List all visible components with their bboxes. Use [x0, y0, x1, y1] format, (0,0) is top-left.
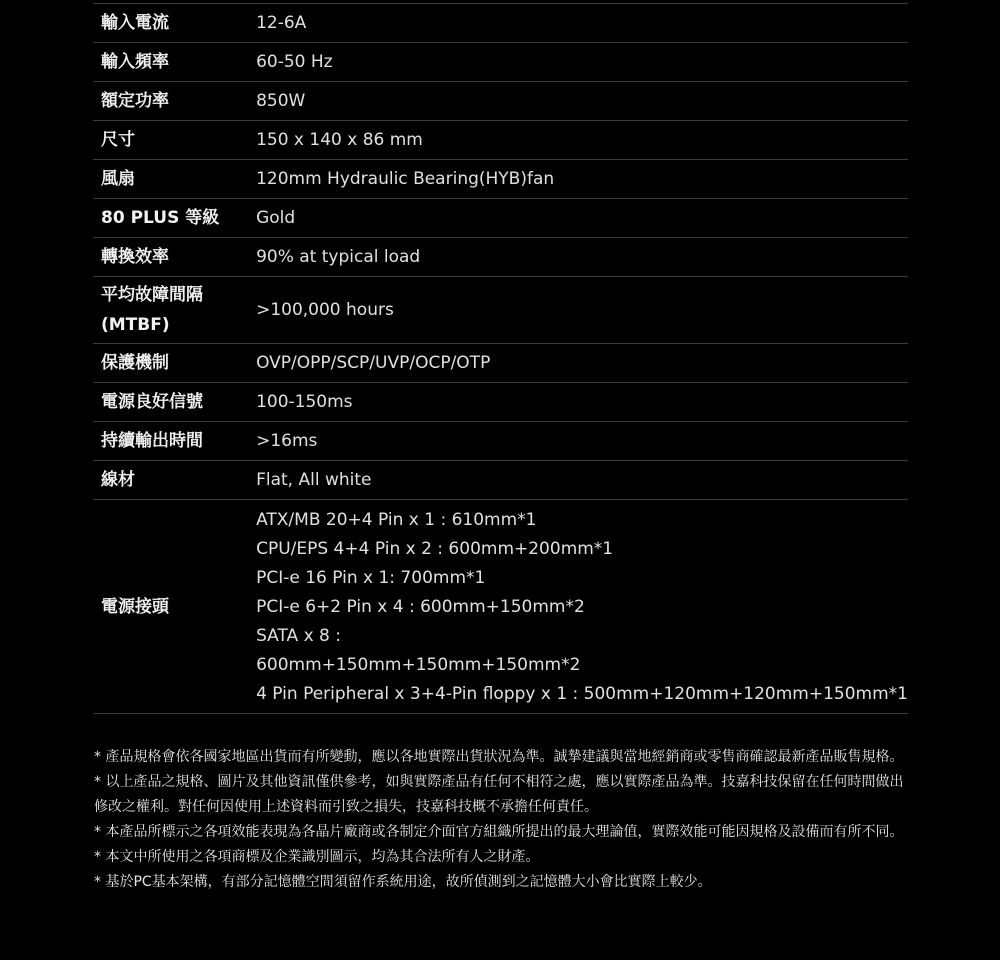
spec-label: 電源接頭 — [101, 596, 169, 617]
spec-table — [93, 3, 908, 714]
spec-value: 150 x 140 x 86 mm — [256, 129, 423, 150]
spec-row-efficiency — [93, 238, 908, 277]
spec-label: 額定功率 — [101, 91, 169, 111]
spec-row-mtbf — [93, 277, 908, 344]
spec-row-cables — [93, 461, 908, 500]
spec-value: 120mm Hydraulic Bearing(HYB)fan — [256, 168, 555, 189]
spec-label: 80 PLUS 等級 — [101, 208, 220, 228]
spec-label: 保護機制 — [101, 353, 169, 373]
disclaimer-note: * 以上產品之規格、圖片及其他資訊僅供參考，如與實際產品有任何不相符之處，應以實際產品為準。技嘉科技保留在任何時間做出修改之權利。對任何因使用上述資料而引致之損失，技嘉科技概不承擔任何責任。 — [94, 774, 904, 815]
disclaimer-note: * 本文中所使用之各項商標及企業識別圖示，均為其合法所有人之財產。 — [94, 849, 540, 865]
disclaimer-note: * 本產品所標示之各項效能表現為各晶片廠商或各制定介面官方組織所提出的最大理論值，實際效能可能因規格及設備而有所不同。 — [94, 824, 904, 840]
spec-label: 尺寸 — [101, 130, 135, 150]
spec-row-hold-up-time — [93, 422, 908, 461]
spec-label: 線材 — [101, 470, 135, 490]
spec-value: >16ms — [256, 430, 318, 451]
spec-label: 風扇 — [101, 169, 135, 189]
connector-line: 4 Pin Peripheral x 3+4-Pin floppy x 1 : 500mm+120mm+120mm+150mm*1 — [256, 684, 908, 704]
spec-label: 輸入頻率 — [101, 52, 169, 72]
spec-value: 12-6A — [256, 12, 307, 33]
spec-label: 轉換效率 — [101, 247, 169, 267]
disclaimer-notes — [94, 745, 914, 895]
spec-label — [93, 277, 256, 344]
spec-label: 電源良好信號 — [101, 392, 203, 412]
spec-value: Gold — [256, 207, 296, 228]
connector-line: CPU/EPS 4+4 Pin x 2 : 600mm+200mm*1 — [256, 539, 614, 559]
spec-value: 90% at typical load — [256, 246, 421, 267]
spec-row-power-good — [93, 383, 908, 422]
spec-row-protection — [93, 344, 908, 383]
connector-list — [256, 500, 908, 714]
spec-value: 60-50 Hz — [256, 51, 333, 72]
spec-value: OVP/OPP/SCP/UVP/OCP/OTP — [256, 352, 491, 373]
spec-row-input-current — [93, 4, 908, 43]
spec-row-fan — [93, 160, 908, 199]
spec-label: 持續輸出時間 — [101, 431, 203, 451]
spec-value: 850W — [256, 90, 306, 111]
spec-row-rated-power — [93, 82, 908, 121]
spec-value: >100,000 hours — [256, 299, 394, 320]
connector-line: ATX/MB 20+4 Pin x 1 : 610mm*1 — [256, 510, 537, 530]
spec-value: 100-150ms — [256, 391, 353, 412]
connector-line: SATA x 8 : — [256, 626, 342, 646]
spec-label: 輸入電流 — [101, 13, 169, 33]
disclaimer-note: * 產品規格會依各國家地區出貨而有所變動，應以各地實際出貨狀況為準。誠摯建議與當地經銷商或零售商確認最新產品販售規格。 — [94, 749, 904, 765]
connector-line: PCI-e 6+2 Pin x 4 : 600mm+150mm*2 — [256, 597, 585, 617]
spec-label-line: 平均故障間隔 — [101, 285, 203, 305]
spec-row-dimensions — [93, 121, 908, 160]
spec-value: Flat, All white — [256, 469, 372, 490]
spec-row-80plus — [93, 199, 908, 238]
spec-label-line: (MTBF) — [101, 315, 170, 335]
connector-line: 600mm+150mm+150mm+150mm*2 — [256, 655, 581, 675]
spec-row-connectors — [93, 500, 908, 714]
connector-line: PCI-e 16 Pin x 1: 700mm*1 — [256, 568, 486, 588]
spec-row-input-frequency — [93, 43, 908, 82]
disclaimer-note: * 基於PC基本架構，有部分記憶體空間須留作系統用途，故所偵測到之記憶體大小會比實際上較少。 — [94, 874, 712, 890]
